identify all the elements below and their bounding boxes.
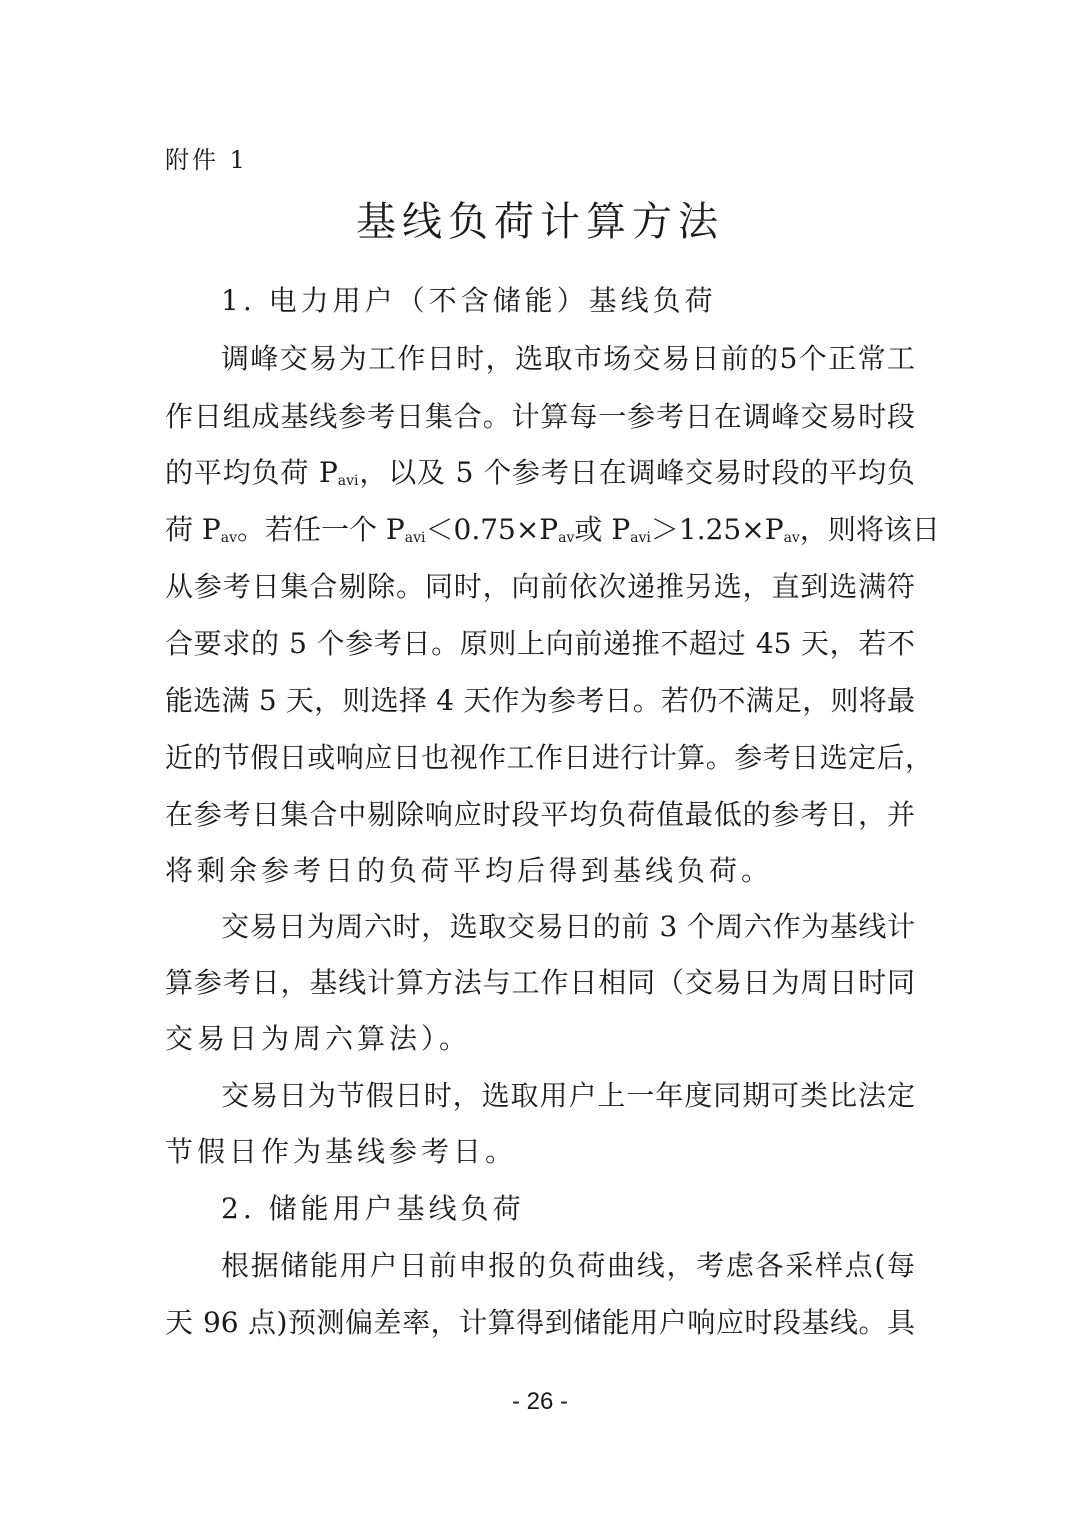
paragraph-line: 交易日为周六时，选取交易日的前 3 个周六作为基线计 (221, 910, 915, 943)
paragraph-line: 调峰交易为工作日时，选取市场交易日前的5个正常工 (221, 342, 915, 375)
section-1-heading: 1. 电力用户（不含储能）基线负荷 (221, 284, 717, 317)
paragraph-line-formula: 荷 $P_{av}$。若任一个 $P_{avi}<0.75\times P_{av}$或 $P_{avi}>1.25\times P_{av}$，则将该日 (165, 513, 940, 546)
document-title: 基线负荷计算方法 (356, 199, 724, 245)
paragraph-line: 根据储能用户日前申报的负荷曲线，考虑各采样点(每 (221, 1249, 915, 1282)
paragraph-line-formula: 的平均负荷 $P_{avi}$，以及 5 个参考日在调峰交易时段的平均负 (165, 456, 915, 489)
paragraph-line: 将剩余参考日的负荷平均后得到基线负荷。 (165, 854, 774, 887)
paragraph-line: 从参考日集合剔除。同时，向前依次递推另选，直到选满符 (165, 570, 915, 603)
paragraph-line: 交易日为节假日时，选取用户上一年度同期可类比法定 (221, 1079, 915, 1112)
section-2-heading: 2. 储能用户基线负荷 (221, 1192, 525, 1225)
paragraph-line: 近的节假日或响应日也视作工作日进行计算。参考日选定后， (165, 741, 933, 774)
paragraph-line: 交易日为周六算法）。 (165, 1022, 472, 1055)
paragraph-line: 合要求的 5 个参考日。原则上向前递推不超过 45 天，若不 (165, 627, 915, 660)
paragraph-line: 在参考日集合中剔除响应时段平均负荷值最低的参考日，并 (165, 798, 915, 831)
attachment-label: 附件 1 (165, 146, 248, 174)
paragraph-line: 天 96 点)预测偏差率，计算得到储能用户响应时段基线。具 (165, 1306, 915, 1339)
page-number: - 26 - (511, 1388, 568, 1415)
paragraph-line: 作日组成基线参考日集合。计算每一参考日在调峰交易时段 (165, 400, 915, 433)
paragraph-line: 能选满 5 天，则选择 4 天作为参考日。若仍不满足，则将最 (165, 684, 915, 717)
paragraph-line: 节假日作为基线参考日。 (165, 1135, 518, 1168)
paragraph-line: 算参考日，基线计算方法与工作日相同（交易日为周日时同 (165, 966, 915, 999)
